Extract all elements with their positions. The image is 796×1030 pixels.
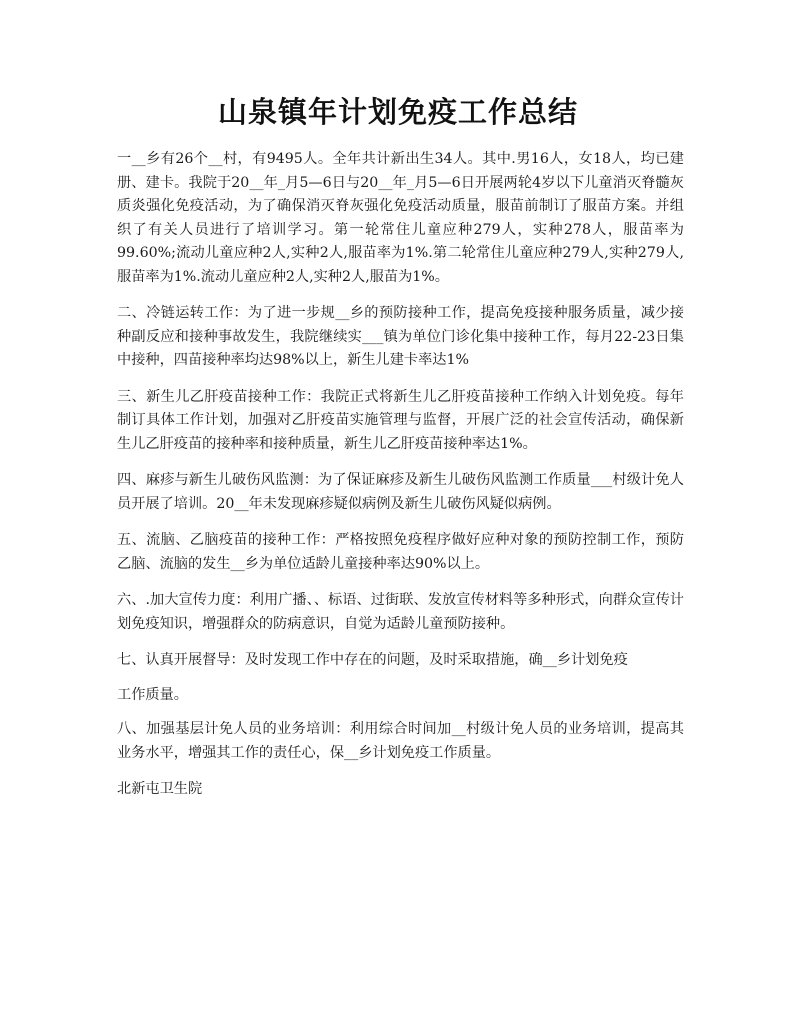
paragraph-training: 八、加强基层计免人员的业务培训：利用综合时间加__村级计免人员的业务培训，提高其业务水平，增强其工作的责任心，保__乡计划免疫工作质量。 (117, 721, 684, 761)
paragraph-cold-chain: 二、冷链运转工作：为了进一步规__乡的预防接种工作，提高免疫接种服务质量，减少接种副反应和接种事故发生，我院继续实___镇为单位门诊化集中接种工作，每月22-23日集中接种，四苗接种率均达98%以上，新生儿建卡率达1% (117, 305, 684, 368)
paragraph-measles-tetanus: 四、麻疹与新生儿破伤风监测：为了保证麻疹及新生儿破伤风监测工作质量___村级计免人员开展了培训。20__年未发现麻疹疑似病例及新生儿破伤风疑似病例。 (117, 472, 684, 512)
paragraph-encephalitis: 五、流脑、乙脑疫苗的接种工作：严格按照免疫程序做好应种对象的预防控制工作，预防乙脑、流脑的发生__乡为单位适龄儿童接种率达90%以上。 (117, 532, 684, 572)
paragraph-supervision: 七、认真开展督导：及时发现工作中存在的问题，及时采取措施，确__乡计划免疫 (117, 652, 628, 668)
document-body (117, 148, 684, 815)
paragraph-publicity: 六、.加大宣传力度：利用广播、、标语、过街联、发放宣传材料等多种形式，向群众宣传计划免疫知识，增强群众的防病意识，自觉为适龄儿童预防接种。 (117, 592, 684, 632)
paragraph-supervision-cont: 工作质量。 (117, 686, 188, 703)
document-title: 山泉镇年计划免疫工作总结 (217, 95, 578, 129)
paragraph-overview: 一__乡有26个__村，有9495人。全年共计新出生34人。其中.男16人，女18人，均已建册、建卡。我院于20__年_月5—6日与20__年_月5—6日开展两轮4岁以下儿童消灭脊髓灰质炎强化免疫活动，为了确保消灭脊灰强化免疫活动质量，服苗前制订了服苗方案。并组织了有关人员进行了培训学习。第一轮常住儿童应种279人，实种278人，服苗率为99.60%;流动儿童应种2人,实种2人,服苗率为1%.第二轮常住儿童应种279人,实种279人,服苗率为1%.流动儿童应种2人,实种2人,服苗为1%。 (117, 151, 684, 285)
signature-org: 北新屯卫生院 (117, 781, 203, 797)
paragraph-hepatitis-b: 三、新生儿乙肝疫苗接种工作：我院正式将新生儿乙肝疫苗接种工作纳入计划免疫。每年制订具体工作计划，加强对乙肝疫苗实施管理与监督，开展广泛的社会宣传活动，确保新生儿乙肝疫苗的接种率和接种质量，新生儿乙肝疫苗接种率达1%。 (117, 388, 684, 452)
